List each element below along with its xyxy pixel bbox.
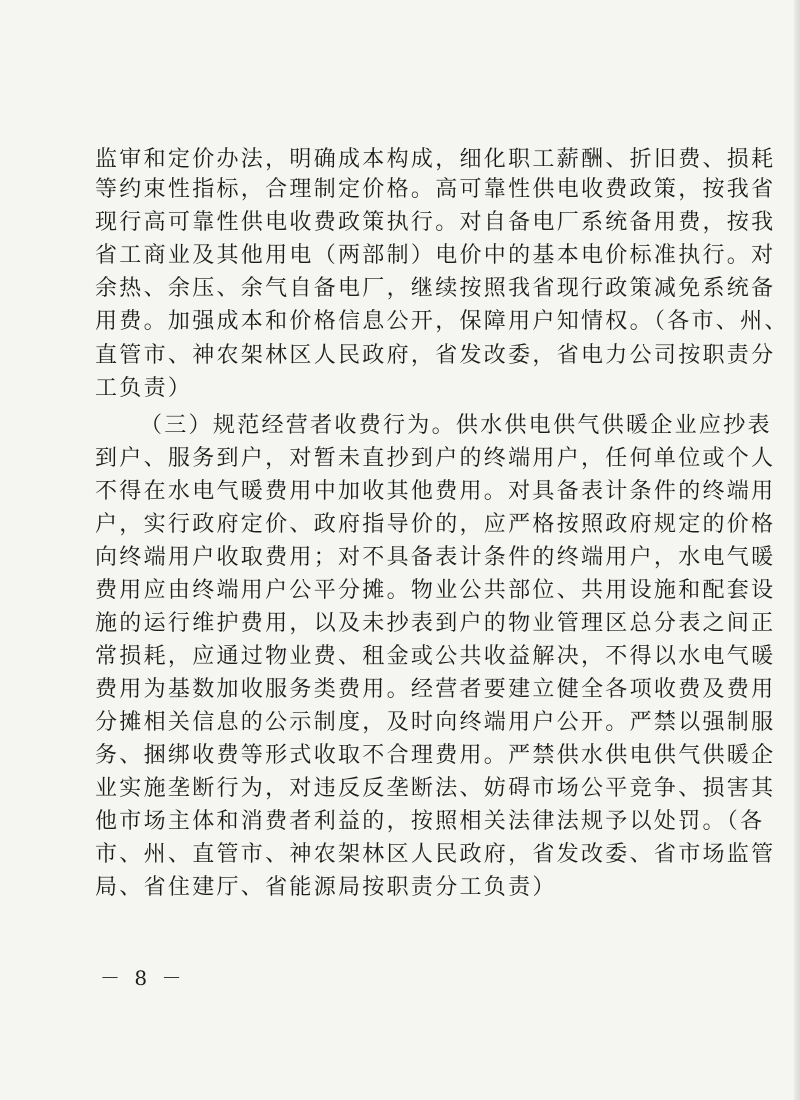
scan-edge-shadow <box>794 0 800 1100</box>
body-text-line: 向终端用户收取费用；对不具备表计条件的终端用户，水电气暖 <box>95 545 776 570</box>
body-text-line: 省工商业及其他用电（两部制）电价中的基本电价标准执行。对 <box>95 243 776 268</box>
body-text-line: 费用应由终端用户公平分摊。物业公共部位、共用设施和配套设 <box>95 578 776 603</box>
body-text-line: 费用为基数加收服务类费用。经营者要建立健全各项收费及费用 <box>95 677 776 702</box>
body-text-line: 不得在水电气暖费用中加收其他费用。对具备表计条件的终端用 <box>95 479 776 504</box>
body-text-line: 等约束性指标，合理制定价格。高可靠性供电收费政策，按我省 <box>95 177 776 202</box>
body-text-line: 施的运行维护费用，以及未抄表到户的物业管理区总分表之间正 <box>95 611 776 636</box>
page-number: － 8 － <box>100 966 186 990</box>
body-text-line: 工负责） <box>95 376 193 401</box>
body-text-line: 户，实行政府定价、政府指导价的，应严格按照政府规定的价格 <box>95 512 776 537</box>
body-text-line: 局、省住建厅、省能源局按职责分工负责） <box>95 875 557 900</box>
body-text-line: 直管市、神农架林区人民政府，省发改委，省电力公司按职责分 <box>95 343 776 368</box>
section-heading-line: （三）规范经营者收费行为。供水供电供气供暖企业应抄表 <box>140 413 772 438</box>
body-text-line: 常损耗，应通过物业费、租金或公共收益解决，不得以水电气暖 <box>95 644 776 669</box>
body-text-line: 业实施垄断行为，对违反反垄断法、妨碍市场公平竞争、损害其 <box>95 776 776 801</box>
body-text-line: 余热、余压、余气自备电厂，继续按照我省现行政策减免系统备 <box>95 276 776 301</box>
body-text-line: 市、州、直管市、神农架林区人民政府，省发改委、省市场监管 <box>95 842 776 867</box>
body-text-line: 他市场主体和消费者利益的，按照相关法律法规予以处罚。（各 <box>95 809 765 834</box>
body-text-line: 到户、服务到户，对暂未直抄到户的终端用户，任何单位或个人 <box>95 446 776 471</box>
body-text-line: 现行高可靠性供电收费政策执行。对自备电厂系统备用费，按我 <box>95 210 776 235</box>
body-text-line: 用费。加强成本和价格信息公开，保障用户知情权。（各市、州、 <box>95 309 789 334</box>
body-text-line: 监审和定价办法，明确成本构成，细化职工薪酬、折旧费、损耗 <box>95 147 776 172</box>
body-text-line: 分摊相关信息的公示制度，及时向终端用户公开。严禁以强制服 <box>95 710 776 735</box>
body-text-line: 务、捆绑收费等形式收取不合理费用。严禁供水供电供气供暖企 <box>95 743 776 768</box>
